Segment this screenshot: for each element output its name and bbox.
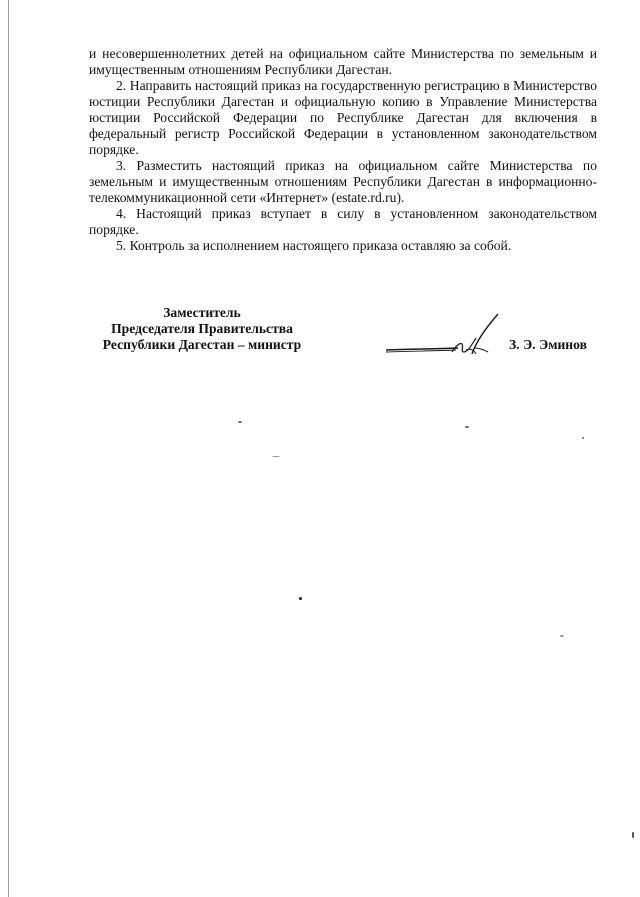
- paragraph-continuation: и несовершеннолетних детей на официальном сайте Министерства по земельным и имущественным отношениям Республики Дагестан.: [89, 46, 597, 77]
- handwritten-signature: [380, 308, 510, 366]
- scan-speck: [582, 437, 584, 439]
- scan-edge-line: [8, 0, 9, 897]
- paragraph-item-4: 4. Настоящий приказ вступает в силу в установленном законодательством порядке.: [89, 206, 597, 237]
- scan-speck: [272, 456, 280, 457]
- paragraph-item-2: 2. Направить настоящий приказ на государственную регистрацию в Министерство юстиции Республики Дагестан и официальную копию в Управление Министерства юстиции Российской Федерации по Республике Дагестан для включения в федеральный регистр Российской Федерации в установленном законодательством порядке.: [89, 78, 597, 157]
- signatory-position: [89, 305, 315, 353]
- scan-speck: [238, 421, 242, 423]
- paragraph-item-5: 5. Контроль за исполнением настоящего приказа оставляю за собой.: [116, 238, 512, 253]
- signatory-position-line-1: Заместитель: [163, 305, 241, 320]
- signatory-position-line-2: Председателя Правительства: [111, 321, 293, 336]
- paragraph-item-3: 3. Разместить настоящий приказ на официальном сайте Министерства по земельным и имущественным отношениям Республики Дагестан в информационно-телекоммуникационной сети «Интернет» (estate.rd.ru).: [89, 158, 597, 205]
- signatory-name: З. Э. Эминов: [509, 337, 587, 352]
- scan-speck: [632, 832, 634, 838]
- scan-speck: [560, 635, 564, 637]
- document-body: [89, 46, 597, 254]
- signatory-position-line-3: Республики Дагестан – министр: [102, 337, 302, 352]
- scan-speck: [299, 597, 302, 600]
- scan-speck: [465, 426, 469, 428]
